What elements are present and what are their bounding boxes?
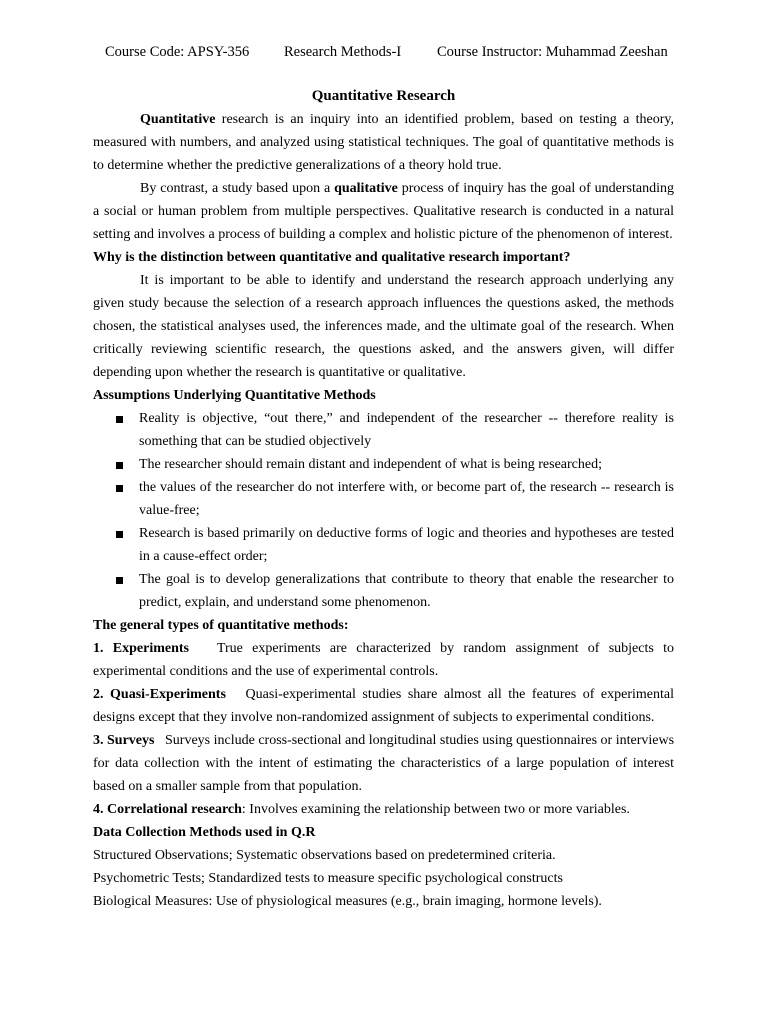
square-bullet-icon (116, 531, 123, 538)
distinction-paragraph: It is important to be able to identify and understand the research approach underlying any given study because the selection of a research approach influences the questions asked, the methods chosen, the statistical analyses used, the inferences made, and the ultimate goal of the research. When critically reviewing scientific research, the questions asked, and the answers given, will differ depending upon whether the research is quantitative or qualitative. (93, 273, 674, 380)
list-item (93, 407, 674, 453)
types-heading: The general types of quantitative methods: (93, 618, 349, 633)
term-qualitative: qualitative (334, 181, 398, 196)
list-item (93, 522, 674, 568)
list-item (93, 453, 674, 476)
page-title: Quantitative Research (311, 88, 456, 104)
list-item-text: The researcher should remain distant and independent of what is being researched; (139, 457, 602, 472)
type-text: : Involves examining the relationship between two or more variables. (241, 802, 630, 817)
data-collection-item: Biological Measures: Use of physiological measures (e.g., brain imaging, hormone levels). (93, 894, 602, 909)
course-name: Research Methods-I (284, 44, 402, 60)
type-text: Quasi-experimental studies share almost all the features of experimental designs except that they involve non-randomized assignment of subjects to experimental conditions. (93, 687, 674, 725)
assumptions-list (93, 407, 674, 614)
list-item (93, 568, 674, 614)
document-body (93, 85, 674, 913)
data-collection-item: Psychometric Tests; Standardized tests to measure specific psychological constructs (93, 871, 563, 886)
intro-paragraph-1-text: research is an inquiry into an identified problem, based on testing a theory, measured with numbers, and analyzed using statistical techniques. The goal of quantitative methods is to determine whether the predictive generalizations of a theory hold true. (93, 112, 674, 173)
type-quasi-experiments (93, 683, 674, 729)
type-term: 3. Surveys (93, 733, 155, 748)
list-item-text: the values of the researcher do not interfere with, or become part of, the research -- research is value-free; (139, 480, 674, 518)
type-text: True experiments are characterized by random assignment of subjects to experimental conditions and the use of experimental controls. (93, 641, 675, 679)
distinction-heading: Why is the distinction between quantitative and qualitative research important? (93, 250, 571, 265)
data-collection-heading: Data Collection Methods used in Q.R (93, 825, 316, 840)
course-instructor: Course Instructor: Muhammad Zeeshan (437, 44, 668, 60)
course-code: Course Code: APSY-356 (105, 44, 250, 60)
type-experiments (93, 637, 674, 683)
data-collection-item: Structured Observations; Systematic observations based on predetermined criteria. (93, 848, 556, 863)
page-header (0, 42, 768, 62)
type-surveys (93, 729, 674, 798)
list-item (93, 476, 674, 522)
intro-paragraph-2-after: process of inquiry has the goal of understanding a social or human problem from multiple perspectives. Qualitative research is conducted in a natural setting and involves a process of building a complex and holistic picture of the phenomenon of interest. (93, 181, 674, 242)
square-bullet-icon (116, 416, 123, 423)
intro-paragraph-1 (93, 108, 674, 177)
list-item-text: The goal is to develop generalizations that contribute to theory that enable the researcher to predict, explain, and understand some phenomenon. (139, 572, 674, 610)
square-bullet-icon (116, 462, 123, 469)
type-correlational (93, 798, 674, 821)
type-text: Surveys include cross-sectional and longitudinal studies using questionnaires or interviews for data collection with the intent of estimating the characteristics of a large population of interest based on a smaller sample from that population. (93, 733, 675, 794)
term-quantitative: Quantitative (140, 112, 216, 127)
square-bullet-icon (116, 577, 123, 584)
list-item-text: Reality is objective, “out there,” and independent of the researcher -- therefore reality is something that can be studied objectively (139, 411, 674, 449)
assumptions-heading: Assumptions Underlying Quantitative Methods (93, 388, 376, 403)
type-term: 2. Quasi-Experiments (93, 687, 226, 702)
intro-paragraph-2-before: By contrast, a study based upon a (140, 181, 335, 196)
type-term: 1. Experiments (93, 641, 190, 656)
square-bullet-icon (116, 485, 123, 492)
type-term: 4. Correlational research (93, 802, 242, 817)
intro-paragraph-2 (93, 177, 674, 246)
list-item-text: Research is based primarily on deductive forms of logic and theories and hypotheses are tested in a cause-effect order; (139, 526, 674, 564)
